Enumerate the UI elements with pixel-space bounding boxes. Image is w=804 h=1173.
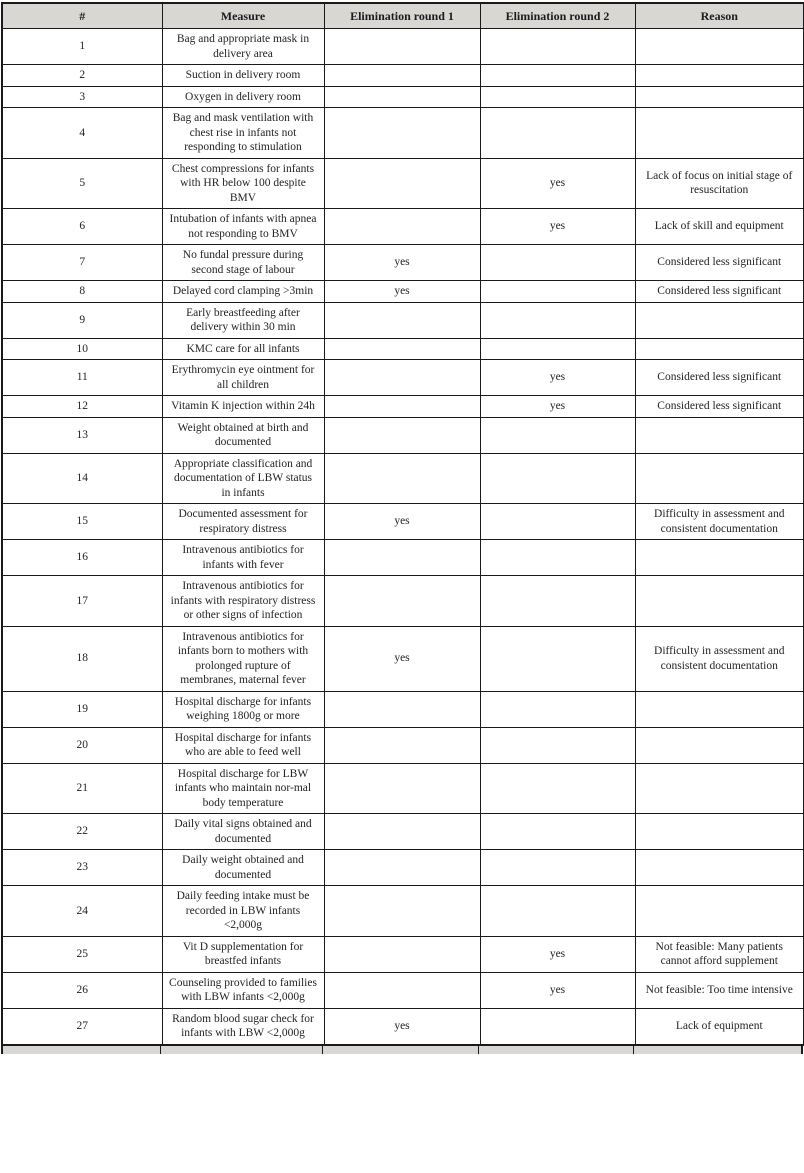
table-row [2, 727, 804, 763]
cell-elimination-round-1: yes [324, 245, 480, 281]
cell-elimination-round-2: yes [480, 360, 635, 396]
cell-reason: Considered less significant [635, 245, 804, 281]
cell-reason: Considered less significant [635, 281, 804, 303]
table-row [2, 850, 804, 886]
cell-number: 24 [2, 886, 162, 937]
cell-reason: Considered less significant [635, 360, 804, 396]
cell-elimination-round-2 [480, 504, 635, 540]
cell-measure: Delayed cord clamping >3min [162, 281, 324, 303]
cell-elimination-round-1 [324, 727, 480, 763]
table-row [2, 338, 804, 360]
cell-measure: Vitamin K injection within 24h [162, 396, 324, 418]
cell-reason [635, 886, 804, 937]
cell-measure: Intravenous antibiotics for infants born to mothers with prolonged rupture of membranes, maternal fever [162, 626, 324, 691]
cutoff-cell-number [3, 1046, 161, 1054]
cell-number: 17 [2, 576, 162, 627]
cell-measure: Intravenous antibiotics for infants with fever [162, 540, 324, 576]
cell-elimination-round-2: yes [480, 396, 635, 418]
cell-elimination-round-1 [324, 86, 480, 108]
cell-elimination-round-2 [480, 29, 635, 65]
cell-elimination-round-2: yes [480, 158, 635, 209]
cell-reason [635, 86, 804, 108]
table-row [2, 814, 804, 850]
cell-elimination-round-1 [324, 763, 480, 814]
cell-elimination-round-1 [324, 691, 480, 727]
cell-number: 3 [2, 86, 162, 108]
table-row [2, 302, 804, 338]
cell-number: 11 [2, 360, 162, 396]
cell-number: 13 [2, 417, 162, 453]
cell-measure: Vit D supplementation for breastfed infants [162, 936, 324, 972]
cell-measure: Daily feeding intake must be recorded in LBW infants <2,000g [162, 886, 324, 937]
cell-reason [635, 763, 804, 814]
cell-measure: Appropriate classification and documentation of LBW status in infants [162, 453, 324, 504]
table-row [2, 936, 804, 972]
cell-elimination-round-2 [480, 453, 635, 504]
cell-number: 15 [2, 504, 162, 540]
table-row [2, 763, 804, 814]
table-row [2, 108, 804, 159]
cell-reason [635, 338, 804, 360]
cell-elimination-round-1 [324, 29, 480, 65]
cell-reason: Difficulty in assessment and consistent documentation [635, 626, 804, 691]
cell-reason: Lack of focus on initial stage of resuscitation [635, 158, 804, 209]
cell-elimination-round-2 [480, 281, 635, 303]
cell-reason: Lack of skill and equipment [635, 209, 804, 245]
cell-elimination-round-1 [324, 65, 480, 87]
table-row [2, 281, 804, 303]
table-row [2, 29, 804, 65]
cell-elimination-round-2 [480, 691, 635, 727]
table-row [2, 576, 804, 627]
cell-reason: Considered less significant [635, 396, 804, 418]
cell-reason [635, 691, 804, 727]
cell-number: 19 [2, 691, 162, 727]
table-row [2, 396, 804, 418]
cell-elimination-round-1: yes [324, 626, 480, 691]
cell-reason: Lack of equipment [635, 1008, 804, 1045]
header-cell-measure: Measure [162, 3, 324, 29]
cell-measure: Bag and mask ventilation with chest rise in infants not responding to stimulation [162, 108, 324, 159]
cell-reason [635, 417, 804, 453]
cell-elimination-round-1 [324, 396, 480, 418]
table-row [2, 540, 804, 576]
header-cell-reason: Reason [635, 3, 804, 29]
cell-number: 18 [2, 626, 162, 691]
cell-elimination-round-1: yes [324, 281, 480, 303]
cell-elimination-round-2 [480, 86, 635, 108]
cell-elimination-round-1 [324, 158, 480, 209]
cell-elimination-round-2: yes [480, 972, 635, 1008]
cell-measure: Documented assessment for respiratory distress [162, 504, 324, 540]
table-row [2, 626, 804, 691]
cell-reason [635, 65, 804, 87]
cell-elimination-round-2 [480, 727, 635, 763]
cell-reason [635, 29, 804, 65]
cell-reason: Not feasible: Too time intensive [635, 972, 804, 1008]
cell-elimination-round-1 [324, 338, 480, 360]
table-row [2, 417, 804, 453]
cell-elimination-round-2 [480, 108, 635, 159]
cutoff-cell-elimination-round-1 [323, 1046, 479, 1054]
cell-measure: Random blood sugar check for infants with LBW <2,000g [162, 1008, 324, 1045]
cell-measure: Oxygen in delivery room [162, 86, 324, 108]
cell-number: 26 [2, 972, 162, 1008]
cell-reason [635, 727, 804, 763]
header-cell-elimination-round-1: Elimination round 1 [324, 3, 480, 29]
table-header [2, 3, 804, 29]
cell-number: 4 [2, 108, 162, 159]
cell-number: 23 [2, 850, 162, 886]
cell-reason [635, 453, 804, 504]
cell-reason [635, 540, 804, 576]
cell-elimination-round-2 [480, 245, 635, 281]
cell-number: 6 [2, 209, 162, 245]
cell-elimination-round-2 [480, 814, 635, 850]
cell-number: 7 [2, 245, 162, 281]
cell-elimination-round-2 [480, 1008, 635, 1045]
cell-elimination-round-1 [324, 886, 480, 937]
table-row [2, 158, 804, 209]
cell-elimination-round-2 [480, 886, 635, 937]
cell-measure: Early breastfeeding after delivery within 30 min [162, 302, 324, 338]
table-row [2, 691, 804, 727]
cell-elimination-round-1 [324, 417, 480, 453]
cell-measure: Weight obtained at birth and documented [162, 417, 324, 453]
cell-measure: Erythromycin eye ointment for all children [162, 360, 324, 396]
cell-number: 9 [2, 302, 162, 338]
cell-number: 20 [2, 727, 162, 763]
cell-elimination-round-1 [324, 850, 480, 886]
table-row [2, 65, 804, 87]
cell-measure: Bag and appropriate mask in delivery area [162, 29, 324, 65]
cell-elimination-round-2 [480, 626, 635, 691]
cell-measure: Intravenous antibiotics for infants with respiratory distress or other signs of infection [162, 576, 324, 627]
cell-elimination-round-2: yes [480, 209, 635, 245]
cell-measure: Hospital discharge for infants weighing 1800g or more [162, 691, 324, 727]
cell-number: 12 [2, 396, 162, 418]
cell-reason [635, 576, 804, 627]
header-cell-elimination-round-2: Elimination round 2 [480, 3, 635, 29]
cell-elimination-round-2 [480, 65, 635, 87]
cell-measure: Intubation of infants with apnea not responding to BMV [162, 209, 324, 245]
cell-elimination-round-2 [480, 576, 635, 627]
cell-measure: Hospital discharge for infants who are able to feed well [162, 727, 324, 763]
cell-number: 2 [2, 65, 162, 87]
cell-measure: No fundal pressure during second stage of labour [162, 245, 324, 281]
cell-elimination-round-2 [480, 763, 635, 814]
cell-elimination-round-2 [480, 338, 635, 360]
cell-elimination-round-2 [480, 540, 635, 576]
cell-elimination-round-1 [324, 302, 480, 338]
cell-measure: Chest compressions for infants with HR below 100 despite BMV [162, 158, 324, 209]
table-row [2, 360, 804, 396]
cell-measure: Daily vital signs obtained and documented [162, 814, 324, 850]
cell-reason [635, 850, 804, 886]
cell-number: 21 [2, 763, 162, 814]
cell-number: 5 [2, 158, 162, 209]
cell-elimination-round-1 [324, 936, 480, 972]
cutoff-cell-reason [634, 1046, 801, 1054]
cell-elimination-round-2 [480, 302, 635, 338]
cell-number: 25 [2, 936, 162, 972]
cell-number: 16 [2, 540, 162, 576]
table-row [2, 209, 804, 245]
cutoff-cell-measure [161, 1046, 323, 1054]
cell-elimination-round-1 [324, 972, 480, 1008]
cell-elimination-round-1 [324, 576, 480, 627]
table-row [2, 245, 804, 281]
cell-number: 8 [2, 281, 162, 303]
table-row [2, 972, 804, 1008]
cell-elimination-round-1 [324, 540, 480, 576]
table-row [2, 86, 804, 108]
cell-elimination-round-1: yes [324, 1008, 480, 1045]
table-row [2, 886, 804, 937]
cell-reason [635, 814, 804, 850]
table-row [2, 1008, 804, 1045]
header-row [2, 3, 804, 29]
cell-number: 27 [2, 1008, 162, 1045]
table-body [2, 29, 804, 1045]
table-row [2, 504, 804, 540]
cell-measure: Hospital discharge for LBW infants who maintain nor-mal body temperature [162, 763, 324, 814]
cell-measure: Daily weight obtained and documented [162, 850, 324, 886]
cell-elimination-round-1 [324, 209, 480, 245]
measure-elimination-table [1, 2, 804, 1046]
header-cell-number: # [2, 3, 162, 29]
cell-measure: KMC care for all infants [162, 338, 324, 360]
cell-number: 10 [2, 338, 162, 360]
cell-reason [635, 108, 804, 159]
cutoff-cell-elimination-round-2 [479, 1046, 634, 1054]
cell-elimination-round-1 [324, 453, 480, 504]
cell-reason: Difficulty in assessment and consistent documentation [635, 504, 804, 540]
cell-elimination-round-1: yes [324, 504, 480, 540]
cell-elimination-round-1 [324, 360, 480, 396]
cell-number: 22 [2, 814, 162, 850]
cell-reason: Not feasible: Many patients cannot afford supplement [635, 936, 804, 972]
cell-reason [635, 302, 804, 338]
cell-elimination-round-2 [480, 850, 635, 886]
cell-elimination-round-1 [324, 108, 480, 159]
cell-elimination-round-2 [480, 417, 635, 453]
cell-number: 1 [2, 29, 162, 65]
next-page-header-row-cutoff [1, 1046, 803, 1054]
table-row [2, 453, 804, 504]
cell-elimination-round-1 [324, 814, 480, 850]
cell-elimination-round-2: yes [480, 936, 635, 972]
cell-measure: Counseling provided to families with LBW infants <2,000g [162, 972, 324, 1008]
cell-measure: Suction in delivery room [162, 65, 324, 87]
cell-number: 14 [2, 453, 162, 504]
